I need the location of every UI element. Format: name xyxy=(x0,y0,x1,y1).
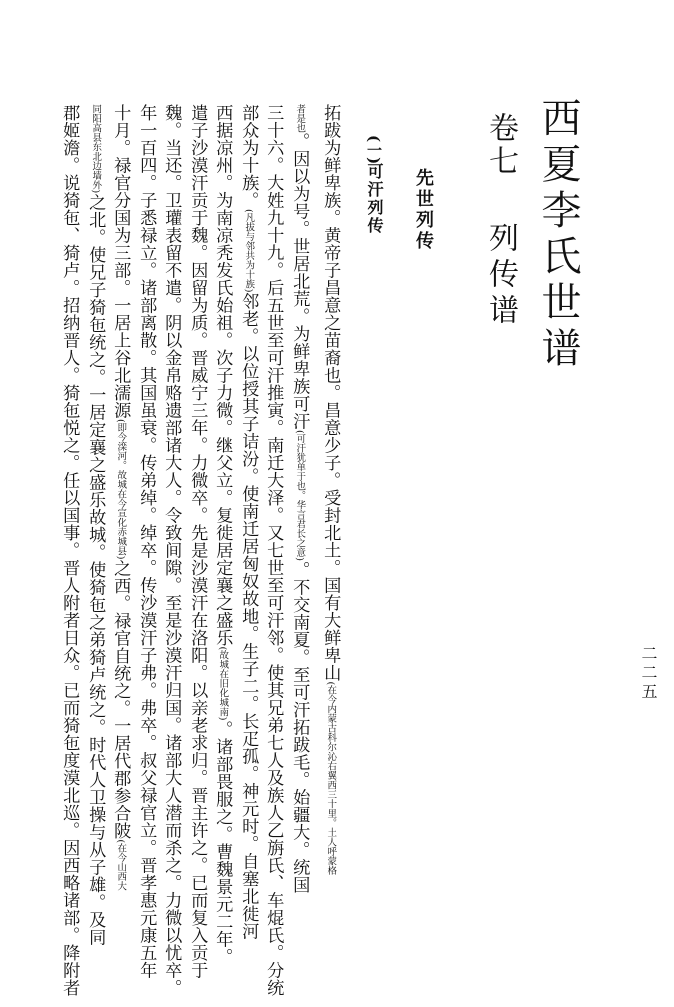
book-title: 西夏李氏世谱 xyxy=(535,97,581,373)
section-title: 先世列传 xyxy=(413,168,434,252)
subsection-title: 可汗列传 xyxy=(365,163,384,235)
text-segment: 遣子沙漠汗贡于魏。因留为质。晋威宁三年。力微卒。先是沙漠汗在洛阳。以亲老求归。晋主许之。已而复入贡于 xyxy=(187,104,208,979)
text-column-11 xyxy=(59,104,80,997)
chapter-name: 列传谱 xyxy=(483,222,518,330)
text-column-3 xyxy=(263,104,284,997)
text-segment: 之北。使兄子猗㐌统之。一居定襄之盛乐故城。使猗㐌之弟猗卢统之。时代人卫操与从子雄。及同 xyxy=(85,193,106,946)
annotation-note: 者是也 xyxy=(294,104,306,133)
annotation-note: (可汗犹单于也。华言君长之意) xyxy=(294,430,306,561)
text-column-8 xyxy=(136,104,157,979)
annotation-note: 同阳高县东北边墙外) xyxy=(90,104,102,194)
text-column-9 xyxy=(110,104,131,891)
text-segment: 拓跋为鲜卑族。黄帝子昌意之苗裔也。昌意少子。受封北土。国有大鲜卑山 xyxy=(320,104,341,682)
text-column-2 xyxy=(289,104,310,894)
annotation-note: (凡拔与邻共为十族) xyxy=(243,209,255,293)
text-segment: 十月。禄官分国为三部。一居上谷北濡源 xyxy=(110,104,131,419)
text-segment: 年一百四。子悉禄立。诸部离散。其国虽衰。传弟绰。绰卒。传沙漠汗子弗。弗卒。叔父禄官立。晋孝惠元康五年 xyxy=(136,104,157,979)
text-column-1 xyxy=(320,104,341,876)
text-segment: 。不交南夏。至可汗拓跋毛。始疆大。统国 xyxy=(289,560,310,894)
text-segment: 。诸部畏服之。曹魏景元二年。 xyxy=(212,720,233,966)
text-column-6 xyxy=(187,104,208,979)
text-segment: 部众为十族。 xyxy=(238,104,259,209)
text-column-7 xyxy=(161,104,182,997)
text-segment: 魏。当还。卫瓘表留不遣。阴以金帛赂遗部诸大人。令致间隙。至是沙漠汗归国。诸部大人潜而杀之。力微以忧卒。 xyxy=(161,104,182,997)
annotation-note: (即今滦河。故城在今宣化赤城县) xyxy=(115,419,127,560)
annotation-note: (在今山西大 xyxy=(115,839,127,891)
text-segment: 。因以为号。世居北荒。为鲜卑族可汗 xyxy=(289,132,310,430)
page-number: 二二五 xyxy=(639,645,658,702)
text-column-10 xyxy=(85,104,106,946)
subsection-number: (一) xyxy=(365,135,383,165)
text-column-4 xyxy=(238,104,259,940)
text-segment: 之西。禄官自统之。一居代郡参合陂 xyxy=(110,559,131,840)
text-column-5 xyxy=(212,104,233,966)
annotation-note: (故城在旧化城南) xyxy=(217,646,229,721)
text-segment: 西据凉州。为南凉秃发氏始祖。次子力微。继父立。复徙居定襄之盛乐 xyxy=(212,104,233,647)
annotation-note: (在今内蒙古科尔沁右翼西三十里。土人呼蒙格 xyxy=(325,681,337,876)
text-segment: 郡姬澹。说猗㐌、猗卢。招纳晋人。猗㐌悦之。任以国事。晋人附者日众。已而猗㐌度漠北巡。因西略诸部。降附者 xyxy=(59,104,80,997)
text-segment: 三十六。大姓九十九。后五世至可汗推寅。南迁大泽。又七世至可汗邻。使其兄弟七人及族人乙旃氏、车焜氏。分统 xyxy=(263,104,284,997)
text-segment: 邻老。以位授其子诘汾。使南迁居匈奴故地。生子二。长疋孤。神元时。自塞北徙河 xyxy=(238,292,259,940)
chapter-number: 卷七 xyxy=(483,112,518,178)
